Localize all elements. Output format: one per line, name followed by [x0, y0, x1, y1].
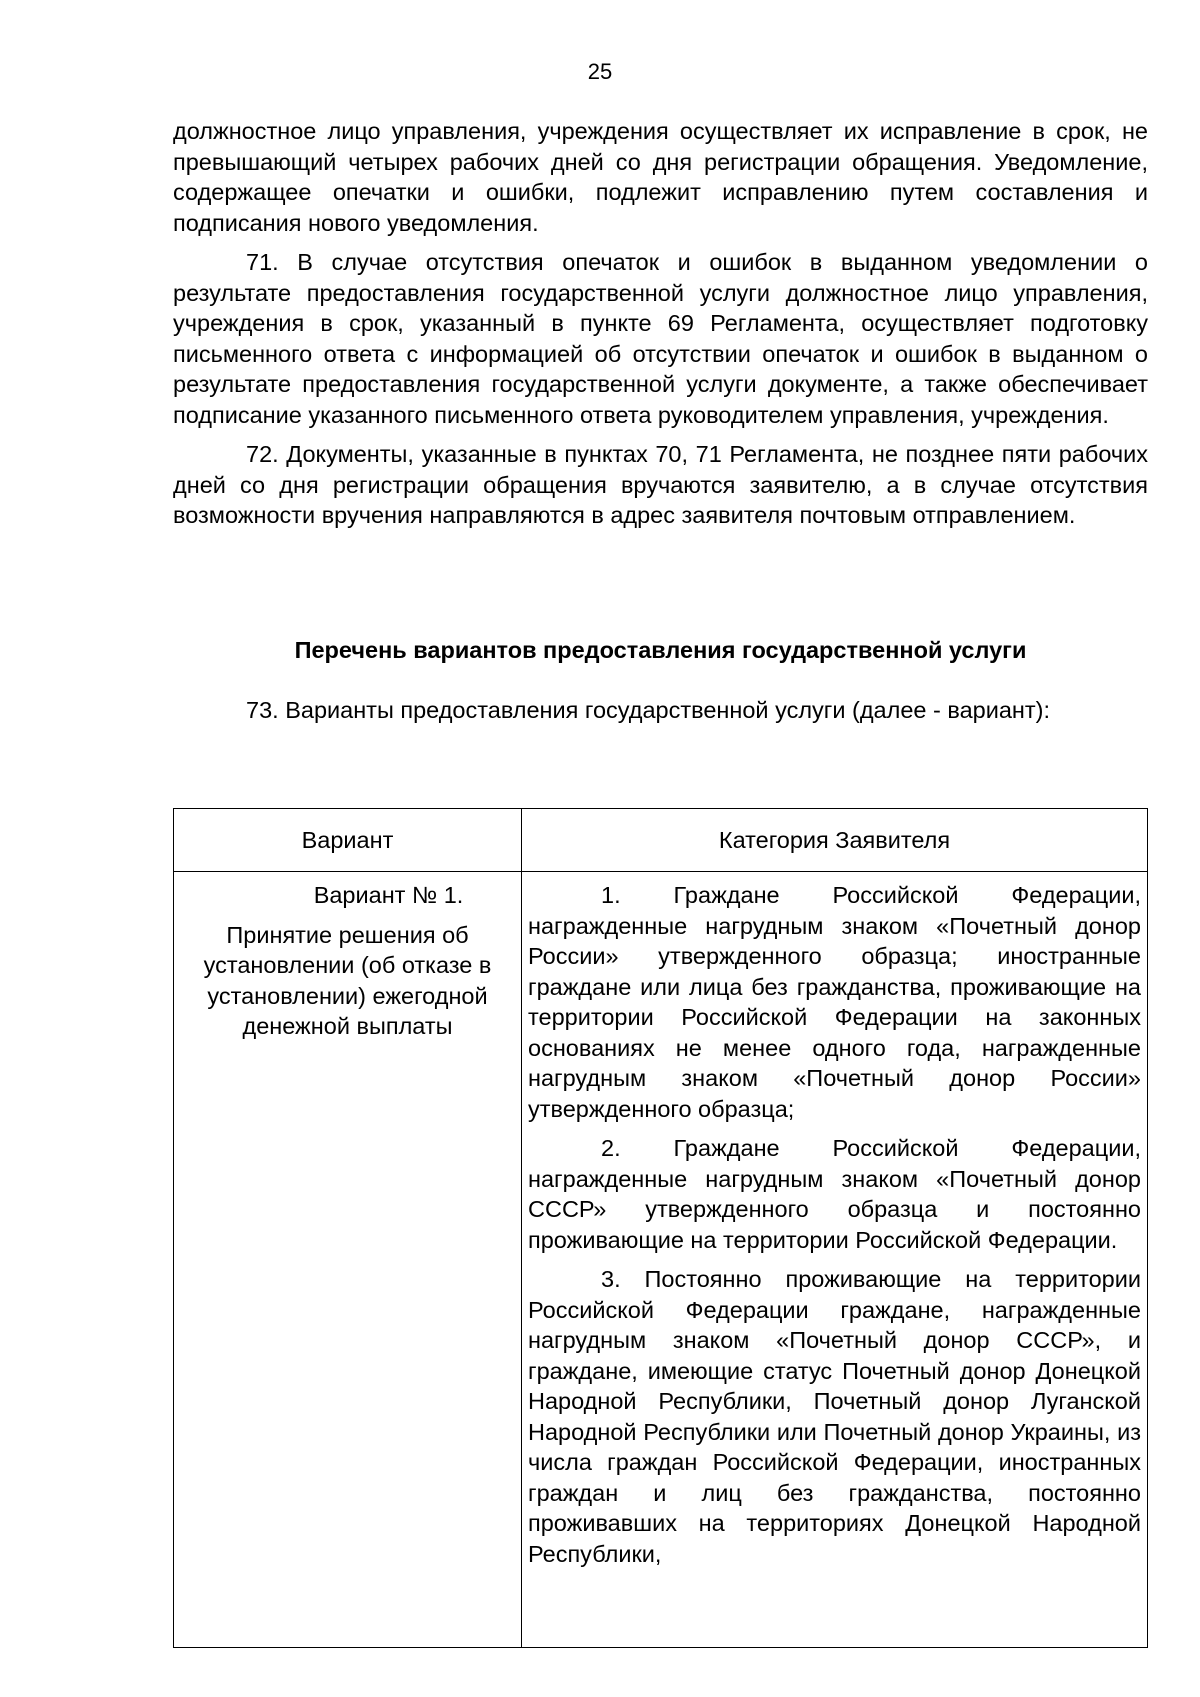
document-body-top	[173, 116, 1148, 540]
page-number: 25	[587, 59, 613, 84]
paragraph-continuation: должностное лицо управления, учреждения осуществляет их исправление в срок, не превышающий четырех рабочих дней со дня регистрации обращения. Уведомление, содержащее опечатки и ошибки, подлежит исправлению путем составления и подписания нового уведомления.	[173, 118, 1148, 236]
paragraph-71: 71. В случае отсутствия опечаток и ошибок в выданном уведомлении о результате предоставления государственной услуги должностное лицо управления, учреждения в срок, указанный в пункте 69 Регламента, осуществляет подготовку письменного ответа с информацией об отсутствии опечаток и ошибок в выданном о результате предоставления государственной услуги документе, а также обеспечивает подписание указанного письменного ответа руководителем управления, учреждения.	[173, 249, 1148, 428]
section-heading: Перечень вариантов предоставления государственной услуги	[294, 637, 1027, 663]
table-row	[174, 872, 1148, 1648]
variant-number: Вариант № 1.	[313, 882, 464, 908]
header-variant: Вариант	[174, 809, 522, 872]
paragraph-73: 73. Варианты предоставления государственной услуги (далее - вариант):	[246, 697, 1051, 723]
paragraph-72: 72. Документы, указанные в пунктах 70, 71 Регламента, не позднее пяти рабочих дней со дня регистрации обращения вручаются заявителю, а в случае отсутствия возможности вручения направляются в адрес заявителя почтовым отправлением.	[173, 441, 1148, 528]
category-item-3: 3. Постоянно проживающие на территории Российской Федерации граждане, награжденные нагрудным знаком «Почетный донор СССР», и граждане, имеющие статус Почетный донор Донецкой Народной Республики, Почетный донор Луганской Народной Республики или Почетный донор Украины, из числа граждан Российской Федерации, иностранных граждан и лиц без гражданства, постоянно проживавших на территориях Донецкой Народной Республики,	[528, 1266, 1141, 1567]
document-body-section	[173, 695, 1148, 735]
category-cell	[522, 872, 1148, 1648]
variant-title: Принятие решения об установлении (об отказе в установлении) ежегодной денежной выплаты	[203, 921, 492, 1039]
header-category: Категория Заявителя	[522, 809, 1148, 872]
table-header-row	[174, 809, 1148, 872]
category-item-2: 2. Граждане Российской Федерации, награжденные нагрудным знаком «Почетный донор СССР» утвержденного образца и постоянно проживающие на территории Российской Федерации.	[528, 1135, 1141, 1253]
category-item-1: 1. Граждане Российской Федерации, награжденные нагрудным знаком «Почетный донор России» утвержденного образца; иностранные граждане или лица без гражданства, проживающие на территории Российской Федерации на законных основаниях не менее одного года, награжденные нагрудным знаком «Почетный донор России» утвержденного образца;	[528, 882, 1141, 1122]
variant-cell	[174, 872, 522, 1648]
variants-table	[173, 808, 1148, 1648]
